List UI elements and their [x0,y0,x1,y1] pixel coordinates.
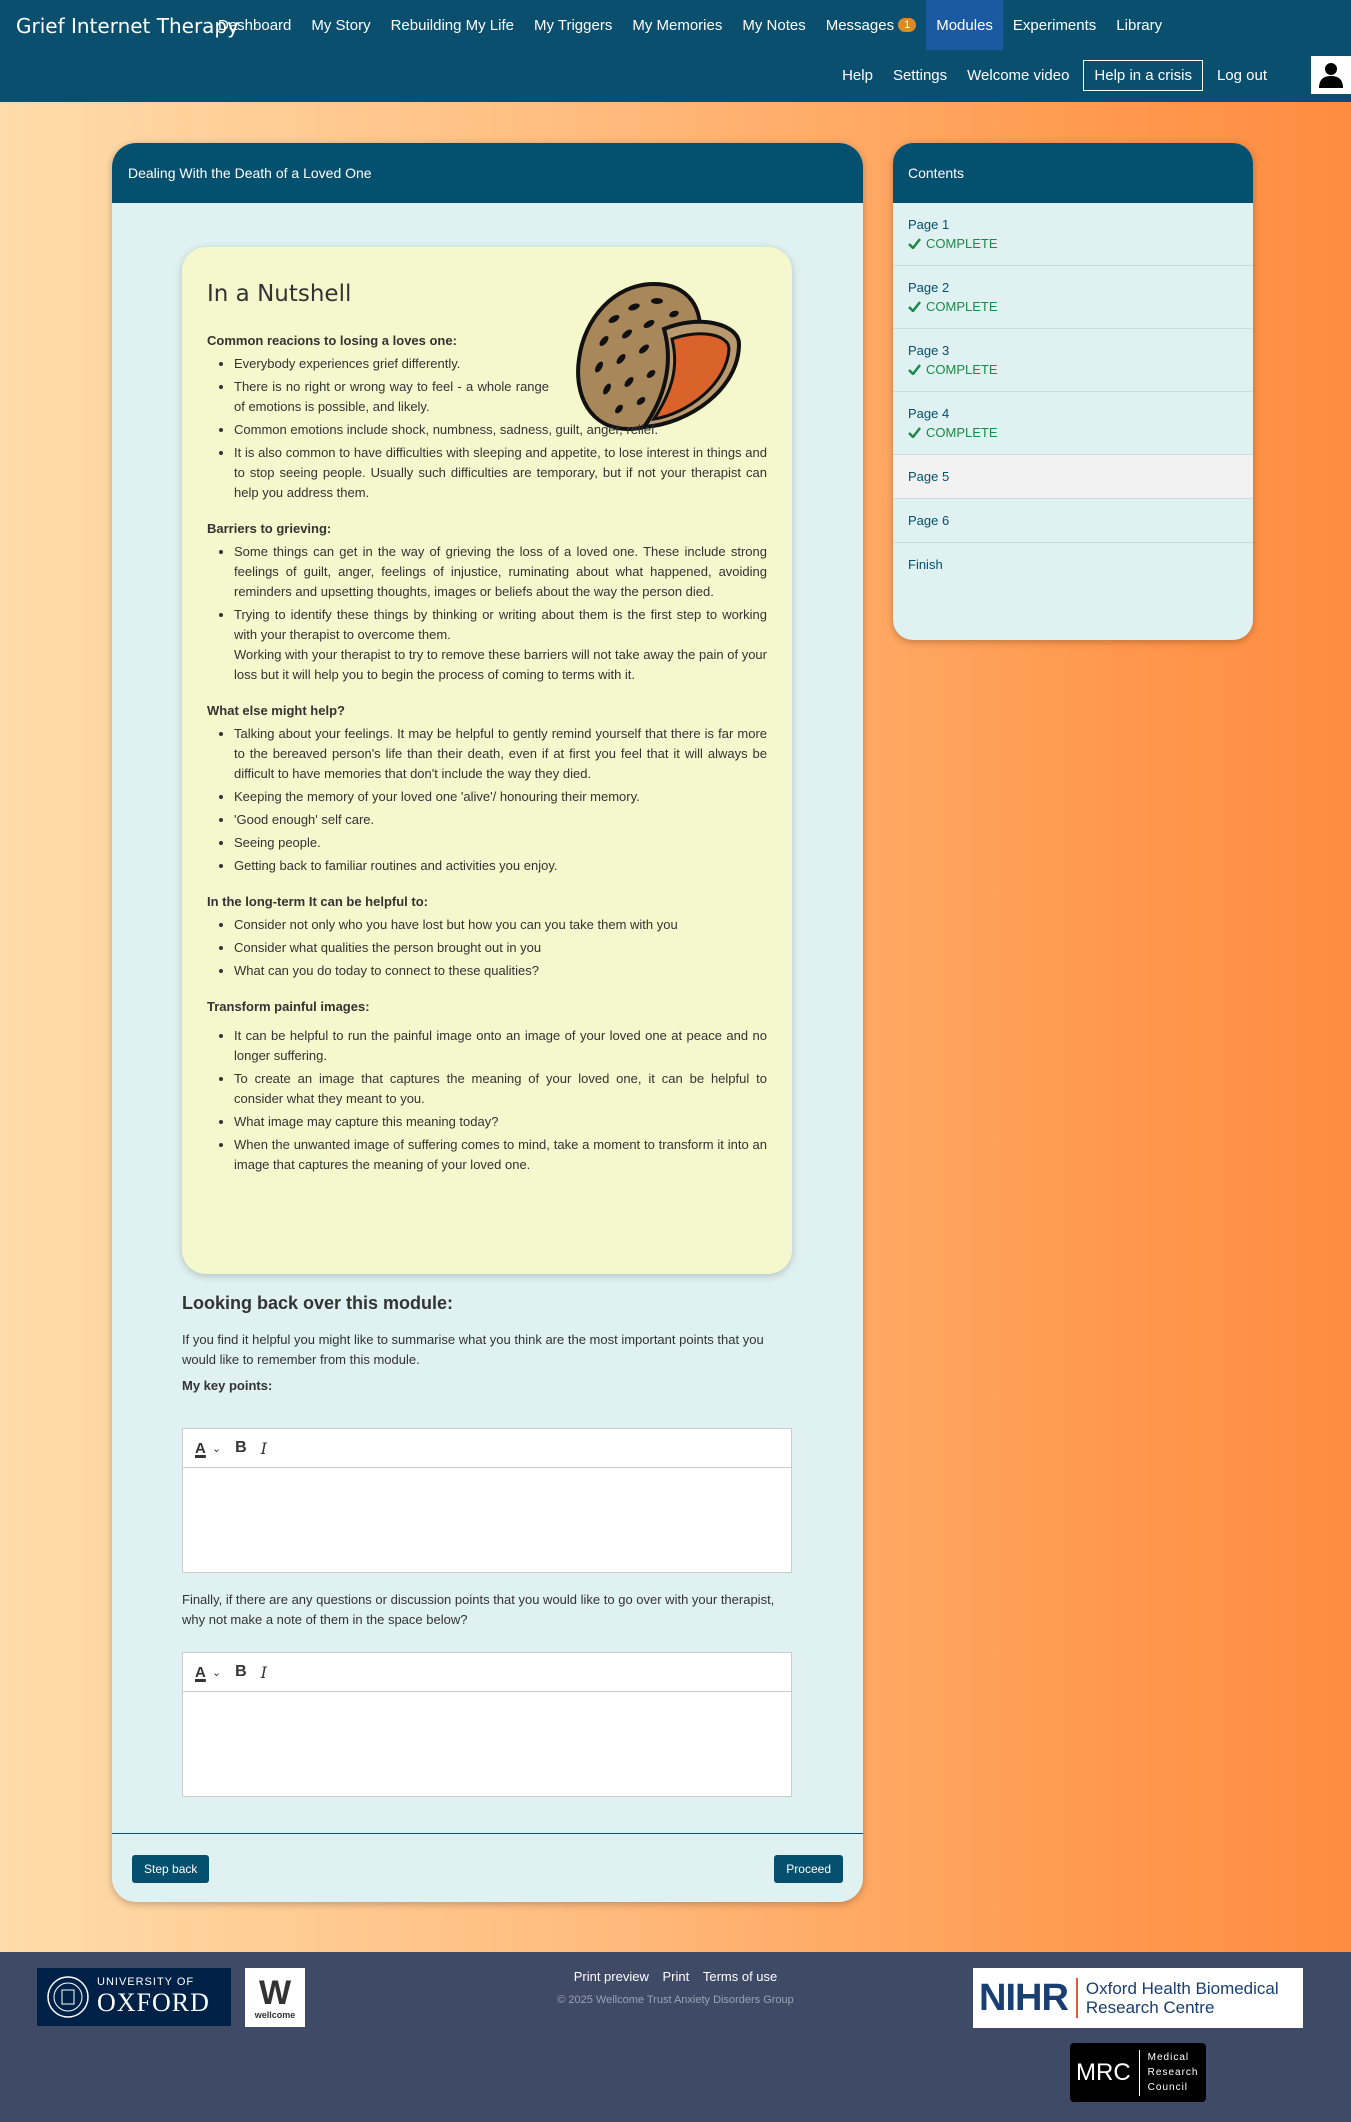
list-item: • Common emotions include shock, numbness, sadness, guilt, anger, relief. [234,420,767,440]
nav-rebuilding-my-life[interactable]: Rebuilding My Life [390,16,514,34]
status-text: COMPLETE [926,362,998,377]
oxford-line2: OXFORD [97,1988,210,2017]
section-list [207,542,767,685]
chevron-down-icon[interactable]: ⌄ [211,1442,222,1455]
key-points-textarea[interactable] [183,1468,791,1572]
list-item: • Everybody experiences grief differently. [234,354,767,374]
list-item: • Seeing people. [234,833,767,853]
contents-item-label: Finish [908,557,943,572]
list-item: • It is also common to have difficulties with sleeping and appetite, to lose interest in things and to stop seeing people. Usually such difficulties are temporary, but if not your therapist can help you address them. [234,443,767,503]
list-item-text: Trying to identify these things by thinking or writing about them is the first step to working with your therapist to overcome them. [234,607,767,642]
section-title: Transform painful images: [207,999,370,1014]
check-icon [908,301,921,312]
welcome-video-link[interactable]: Welcome video [967,67,1070,84]
user-menu-button[interactable] [1311,56,1351,94]
settings-link[interactable]: Settings [892,67,948,84]
main-nav [208,0,1172,50]
section-title: Common reacions to losing a loves one: [207,333,457,348]
mrc-short: MRC [1076,2058,1131,2086]
key-points-editor [182,1428,792,1573]
secondary-nav [832,60,1277,91]
key-points-label: My key points: [182,1378,273,1393]
nihr-divider [1076,1978,1078,2018]
site-footer [0,1952,1351,2122]
nav-messages-label: Messages [825,16,895,34]
contents-item-label: Page 5 [908,469,950,484]
status-complete [908,299,1238,314]
questions-textarea[interactable] [183,1692,791,1796]
section-list [207,1026,767,1175]
questions-prompt: Finally, if there are any questions or discussion points that you would like to go over with your therapist, why not make a note of them in the space below? [182,1592,775,1627]
section-list [207,915,767,981]
section-title: What else might help? [207,703,345,718]
step-back-button[interactable]: Step back [132,1855,209,1883]
list-item: • Consider what qualities the person brought out in you [234,938,767,958]
nihr-line1: Oxford Health Biomedical [1085,1979,1279,1998]
mrc-line2: Research [1147,2067,1199,2078]
nav-my-story[interactable]: My Story [311,16,371,34]
contents-item-label: Page 2 [908,280,950,295]
contents-item-finish[interactable] [893,543,1253,586]
lookback-heading: Looking back over this module: [182,1293,454,1313]
nutshell-card [182,247,792,1274]
nav-dashboard[interactable]: Dashboard [218,16,292,34]
check-icon [908,238,921,249]
copyright: © 2025 Wellcome Trust Anxiety Disorders Group [557,1994,794,2006]
status-text: COMPLETE [926,425,998,440]
nihr-short: NIHR [979,1976,1068,2019]
nav-experiments[interactable]: Experiments [1012,16,1097,34]
chevron-down-icon[interactable]: ⌄ [211,1666,222,1679]
nav-my-notes[interactable]: My Notes [742,16,806,34]
list-item: • What image may capture this meaning today? [234,1112,767,1132]
questions-editor [182,1652,792,1797]
list-item: • 'Good enough' self care. [234,810,767,830]
logout-link[interactable]: Log out [1216,67,1267,84]
check-icon [908,364,921,375]
lookback-section [182,1293,792,1393]
contents-item-label: Page 6 [908,513,950,528]
list-item: • When the unwanted image of suffering comes to mind, take a moment to transform it into an image that captures the meaning of your loved one. [234,1135,767,1175]
section-title: In the long-term It can be helpful to: [207,894,428,909]
mrc-line1: Medical [1147,2052,1190,2063]
list-item: • Some things can get in the way of grieving the loss of a loved one. These include strong feelings of guilt, anger, feelings of injustice, ruminating about what happened, avoiding reminders and upsetting thoughts, images or beliefs about the way the person died. [234,542,767,602]
text-color-button[interactable]: A [195,1439,206,1457]
print-preview-link[interactable]: Print preview [573,1969,649,1984]
contents-item-label: Page 4 [908,406,950,421]
list-item: • What can you do today to connect to these qualities? [234,961,767,981]
terms-of-use-link[interactable]: Terms of use [702,1969,778,1984]
contents-item-page-3[interactable] [893,329,1253,392]
help-link[interactable]: Help [842,67,873,84]
editor-toolbar [183,1653,791,1692]
status-complete [908,236,1238,251]
nav-my-memories[interactable]: My Memories [632,16,723,34]
mrc-divider [1139,2050,1140,2096]
module-panel [112,143,863,1902]
contents-item-page-4[interactable] [893,392,1253,455]
print-link[interactable]: Print [662,1969,690,1984]
status-text: COMPLETE [926,236,998,251]
bold-button[interactable]: B [235,1663,247,1680]
contents-item-label: Page 3 [908,343,950,358]
user-icon [1317,61,1345,89]
module-title: Dealing With the Death of a Loved One [112,143,863,203]
status-text: COMPLETE [926,299,998,314]
list-item: • Keeping the memory of your loved one 'alive'/ honouring their memory. [234,787,767,807]
section-title: Barriers to grieving: [207,521,332,536]
list-item: • To create an image that captures the meaning of your loved one, it can be helpful to consider what they meant to you. [234,1069,767,1109]
status-complete [908,362,1238,377]
panel-footer [112,1833,863,1902]
nav-messages[interactable] [816,0,927,50]
list-item: • There is no right or wrong way to feel - a whole range of emotions is possible, and likely. [234,377,549,417]
nihr-line2: Research Centre [1085,1998,1215,2017]
nutshell-content [207,281,767,1193]
list-item: • It can be helpful to run the painful image onto an image of your loved one at peace and no longer suffering. [234,1026,767,1066]
contents-item-page-5[interactable] [893,455,1253,499]
list-item: • Getting back to familiar routines and activities you enjoy. [234,856,767,876]
text-color-button[interactable]: A [195,1663,206,1681]
nav-library[interactable]: Library [1116,16,1163,34]
editor-toolbar [183,1429,791,1468]
proceed-button[interactable]: Proceed [774,1855,843,1883]
contents-item-page-6[interactable] [893,499,1253,543]
nav-my-triggers[interactable]: My Triggers [533,16,613,34]
help-in-crisis-button[interactable]: Help in a crisis [1083,60,1203,91]
list-item: • Consider not only who you have lost but how you can you take them with you [234,915,767,935]
mrc-logo[interactable] [1070,2043,1206,2102]
italic-button[interactable]: I [260,1438,267,1458]
contents-title: Contents [893,143,1253,203]
top-navigation-bar [0,0,1351,102]
list-item [234,605,767,685]
oxford-line1: UNIVERSITY OF [97,1976,195,1988]
status-complete [908,425,1238,440]
bold-button[interactable]: B [235,1439,247,1456]
contents-item-page-1[interactable] [893,203,1253,266]
contents-item-page-2[interactable] [893,266,1253,329]
wellcome-word: wellcome [254,2009,296,2020]
nav-modules[interactable]: Modules [926,0,1003,50]
italic-button[interactable]: I [260,1662,267,1682]
messages-count-badge: 1 [898,18,916,32]
list-item: • Talking about your feelings. It may be helpful to gently remind yourself that there is far more to the bereaved person's life than their death, even if at first you feel that it will always be difficult to have memories that don't include the way they died. [234,724,767,784]
contents-item-label: Page 1 [908,217,950,232]
nutshell-heading: In a Nutshell [207,281,352,307]
wellcome-letter: W [258,1973,292,2012]
nihr-logo[interactable] [973,1968,1303,2028]
check-icon [908,427,921,438]
list-item-text: Working with your therapist to try to remove these barriers will not take away the pain of your loss but it will help you to begin the process of coming to terms with it. [234,647,767,682]
mrc-line3: Council [1147,2082,1189,2093]
site-brand[interactable]: Grief Internet Therapy [16,14,239,38]
contents-panel [893,143,1253,640]
section-list [207,724,767,876]
lookback-intro: If you find it helpful you might like to summarise what you think are the most important points that you would like to remember from this module. [182,1332,764,1367]
section-list [207,354,767,503]
